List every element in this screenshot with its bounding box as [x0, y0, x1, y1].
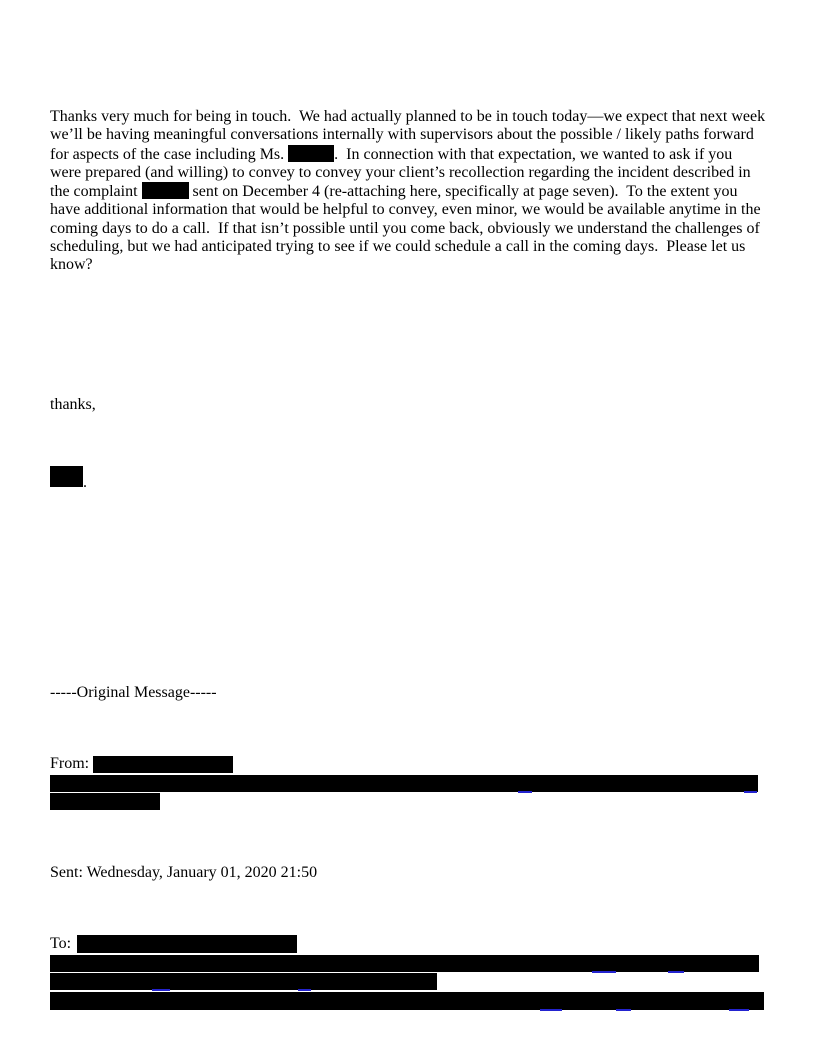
redaction-bar: [50, 793, 160, 810]
redaction-bar: [50, 775, 758, 792]
redaction-bar: [93, 756, 233, 773]
body-text-part-1: Thanks very much for being in touch. We had actually planned to be in touch today—we expect that next week we’ll be having meaningful conversations internally with supervisors about the possible / likely paths forward for aspects of the case including Ms.: [50, 108, 770, 163]
hyperlink-underline-remnant: [540, 1009, 562, 1011]
hyperlink-underline-remnant: [616, 1009, 631, 1011]
redaction-signature-name: [50, 466, 83, 487]
hyperlink-underline-remnant: [298, 989, 311, 991]
email-body-paragraph: [50, 108, 770, 275]
signature-period: .: [83, 474, 87, 491]
redaction-bar: [50, 973, 437, 990]
hyperlink-underline-remnant: [668, 971, 684, 973]
email-signature-line: [50, 466, 87, 492]
hyperlink-underline-remnant: [729, 1009, 749, 1011]
from-line: [50, 755, 89, 773]
to-line: [50, 935, 71, 953]
hyperlink-underline-remnant: [518, 791, 532, 793]
sent-value: Wednesday, January 01, 2020 21:50: [86, 864, 318, 881]
redaction-inline-name-1: [288, 145, 334, 162]
redaction-bar: [77, 935, 297, 953]
redaction-bar: [50, 992, 764, 1010]
to-label: To:: [50, 935, 72, 952]
hyperlink-underline-remnant: [744, 791, 757, 793]
from-label: From:: [50, 755, 90, 772]
redaction-inline-name-2: [142, 182, 189, 199]
sent-line: [50, 864, 317, 882]
body-text-part-2: . In connection with that expectation, we wanted to ask if you were prepared (and willing) to convey to convey your client’s recollection regarding the incident described in the complaint: [50, 145, 755, 201]
hyperlink-underline-remnant: [152, 989, 170, 991]
body-text-part-3: sent on December 4 (re-attaching here, specifically at page seven). To the extent you have additional information that would be helpful to convey, even minor, we would be available anytime in the coming days to do a call. If that isn’t possible until you come back, obviously we understand the challenges of scheduling, but we had anticipated trying to see if we could schedule a call in the coming days. Please let us know?: [50, 183, 765, 274]
sent-label: Sent:: [50, 864, 83, 881]
redaction-bar: [50, 955, 759, 972]
original-message-separator: -----Original Message-----: [50, 684, 217, 701]
email-closing: thanks,: [50, 396, 96, 413]
hyperlink-underline-remnant: [592, 971, 616, 973]
